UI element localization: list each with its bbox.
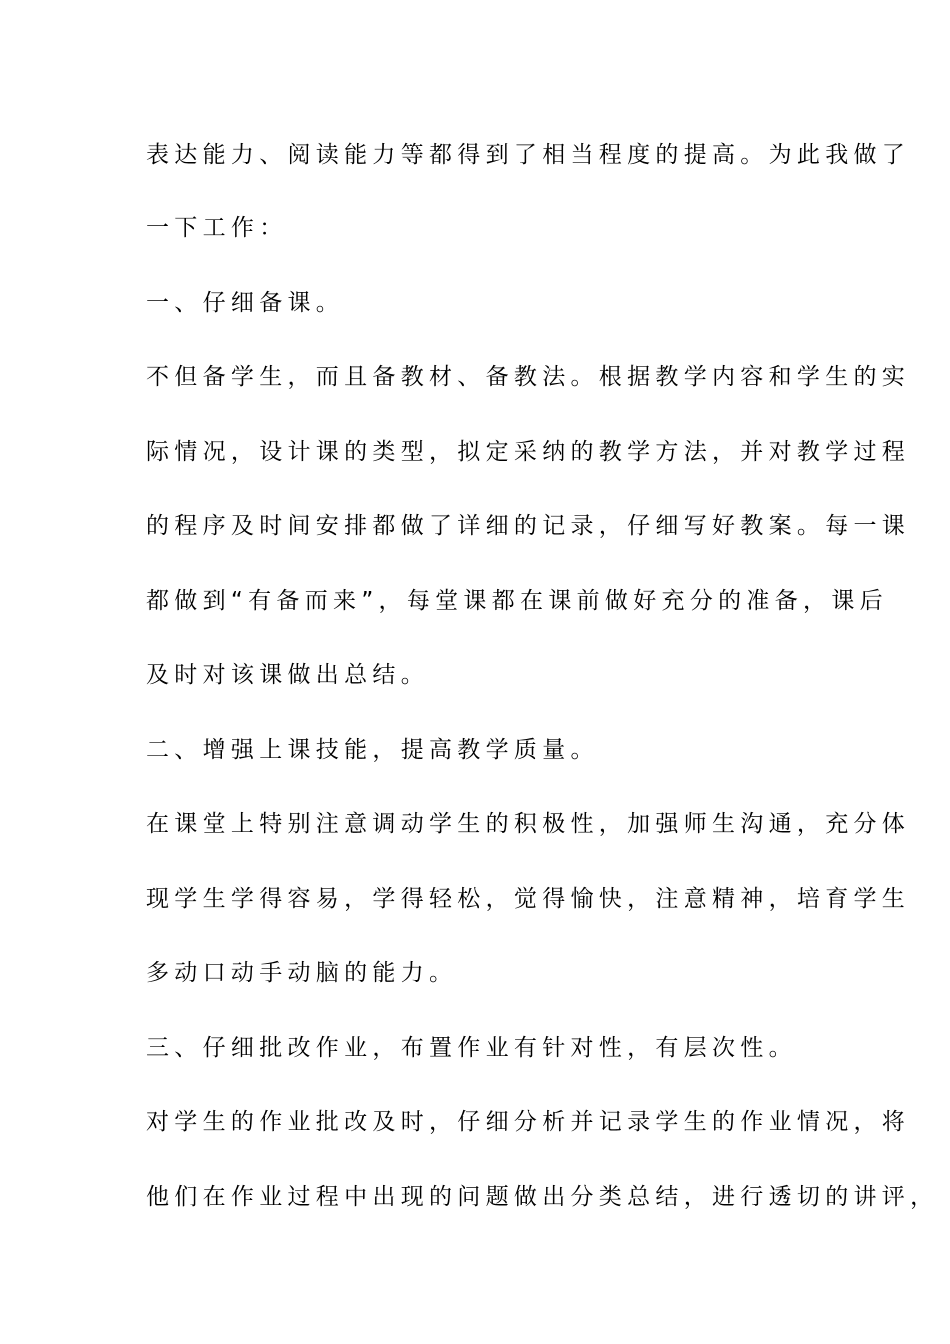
paragraph-line: 在课堂上特别注意调动学生的积极性，加强师生沟通，充分体	[146, 811, 911, 837]
paragraph-line: 表达能力、阅读能力等都得到了相当程度的提高。为此我做了	[146, 142, 911, 168]
section-heading: 二、增强上课技能，提高教学质量。	[146, 737, 599, 763]
paragraph-line: 现学生学得容易，学得轻松，觉得愉快，注意精神，培育学生	[146, 886, 911, 912]
paragraph-line: 的程序及时间安排都做了详细的记录，仔细写好教案。每一课	[146, 513, 911, 539]
paragraph-line: 都做到“有备而来”，每堂课都在课前做好充分的准备，课后	[146, 588, 888, 614]
section-heading: 一、仔细备课。	[146, 290, 345, 316]
paragraph-line: 他们在作业过程中出现的问题做出分类总结，进行透切的讲评，	[146, 1184, 939, 1210]
paragraph-line: 及时对该课做出总结。	[146, 662, 429, 688]
paragraph-line: 际情况，设计课的类型，拟定采纳的教学方法，并对教学过程	[146, 439, 911, 465]
section-heading: 三、仔细批改作业，布置作业有针对性，有层次性。	[146, 1035, 797, 1061]
paragraph-line: 多动口动手动脑的能力。	[146, 960, 458, 986]
paragraph-line: 对学生的作业批改及时，仔细分析并记录学生的作业情况，将	[146, 1109, 911, 1135]
paragraph-line: 不但备学生，而且备教材、备教法。根据教学内容和学生的实	[146, 364, 911, 390]
paragraph-line: 一下工作：	[146, 215, 288, 241]
